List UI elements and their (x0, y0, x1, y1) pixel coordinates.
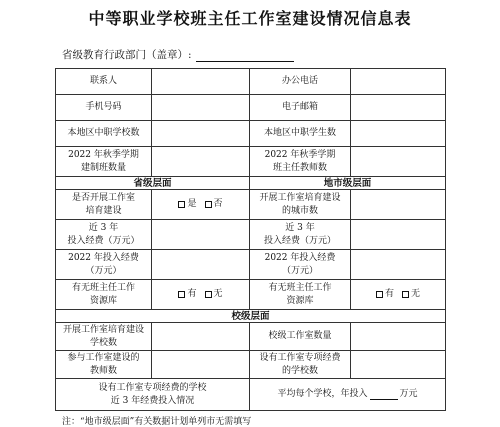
checkbox-no-label: 否 (213, 199, 223, 209)
value-local-schools[interactable] (152, 121, 250, 147)
form-title: 中等职业学校班主任工作室建设情况信息表 (88, 9, 412, 28)
label-local-students: 本地区中职学生数 (250, 121, 351, 147)
value-school-count[interactable] (152, 323, 250, 351)
label-prov-funding3: 近 3 年 投入经费（万元） (56, 220, 152, 250)
checkbox-none-label: 无 (213, 289, 223, 299)
value-prov-funding2022[interactable] (152, 250, 250, 280)
value-special-funds[interactable] (351, 351, 445, 379)
checkbox-box-icon (402, 291, 409, 298)
prov-resource-options (152, 280, 250, 310)
section-provincial: 省级层面 (56, 177, 250, 190)
avg-investment-cell (250, 379, 445, 410)
label-muni-resource: 有无班主任工作 资源库 (250, 280, 351, 310)
checkbox-none[interactable] (402, 288, 420, 301)
info-table (55, 68, 446, 411)
section-school: 校级层面 (56, 310, 445, 323)
label-classes-2022: 2022 年秋季学期 建制班数量 (56, 147, 152, 177)
value-studio-count[interactable] (351, 323, 445, 351)
label-muni-funding3: 近 3 年 投入经费（万元） (250, 220, 351, 250)
avg-investment-field[interactable] (370, 390, 398, 400)
value-muni-funding2022[interactable] (351, 250, 445, 280)
checkbox-have[interactable] (376, 288, 394, 301)
avg-investment-prefix: 平均每个学校，年投入 (277, 389, 368, 399)
checkbox-box-icon (205, 291, 212, 298)
value-classes-2022[interactable] (152, 147, 250, 177)
checkbox-have-label: 有 (187, 289, 197, 299)
value-muni-cities[interactable] (351, 190, 445, 220)
value-contact[interactable] (152, 69, 250, 95)
label-studio-count: 校级工作室数量 (250, 323, 351, 351)
checkbox-have-label: 有 (384, 289, 394, 299)
label-funding-note: 设有工作室专项经费的学校 近 3 年经费投入情况 (56, 379, 250, 410)
label-teachers-2022: 2022 年秋季学期 班主任教师数 (250, 147, 351, 177)
value-local-students[interactable] (351, 121, 445, 147)
checkbox-yes[interactable] (178, 198, 196, 211)
label-prov-funding2022: 2022 年投入经费 （万元） (56, 250, 152, 280)
muni-resource-options (351, 280, 445, 310)
checkbox-none-label: 无 (411, 289, 421, 299)
checkbox-box-icon (178, 201, 185, 208)
avg-investment-suffix: 万元 (399, 389, 418, 399)
value-muni-funding3[interactable] (351, 220, 445, 250)
checkbox-none[interactable] (205, 288, 223, 301)
checkbox-have[interactable] (178, 288, 196, 301)
department-line (62, 47, 294, 62)
label-school-count: 开展工作室培育建设 学校数 (56, 323, 152, 351)
checkbox-box-icon (178, 291, 185, 298)
prov-cultivate-options (152, 190, 250, 220)
value-school-teachers[interactable] (152, 351, 250, 379)
value-mobile[interactable] (152, 95, 250, 121)
label-school-teachers: 参与工作室建设的 教师数 (56, 351, 152, 379)
label-office-phone: 办公电话 (250, 69, 351, 95)
label-special-funds: 设有工作室专项经费 的学校数 (250, 351, 351, 379)
label-mobile: 手机号码 (56, 95, 152, 121)
label-contact: 联系人 (56, 69, 152, 95)
label-local-schools: 本地区中职学校数 (56, 121, 152, 147)
label-muni-cities: 开展工作室培育建设 的城市数 (250, 190, 351, 220)
department-label: 省级教育行政部门（盖章）: (62, 49, 192, 61)
value-email[interactable] (351, 95, 445, 121)
footnote: 注：“地市级层面”有关数据计划单列市无需填写 (62, 417, 252, 427)
checkbox-yes-label: 是 (187, 199, 197, 209)
department-seal-field[interactable] (196, 51, 294, 62)
label-email: 电子邮箱 (250, 95, 351, 121)
value-prov-funding3[interactable] (152, 220, 250, 250)
label-muni-funding2022: 2022 年投入经费 （万元） (250, 250, 351, 280)
section-municipal: 地市级层面 (250, 177, 445, 190)
value-teachers-2022[interactable] (351, 147, 445, 177)
checkbox-box-icon (205, 201, 212, 208)
checkbox-box-icon (376, 291, 383, 298)
label-prov-resource: 有无班主任工作 资源库 (56, 280, 152, 310)
value-office-phone[interactable] (351, 69, 445, 95)
label-prov-cultivate: 是否开展工作室 培育建设 (56, 190, 152, 220)
checkbox-no[interactable] (205, 198, 223, 211)
